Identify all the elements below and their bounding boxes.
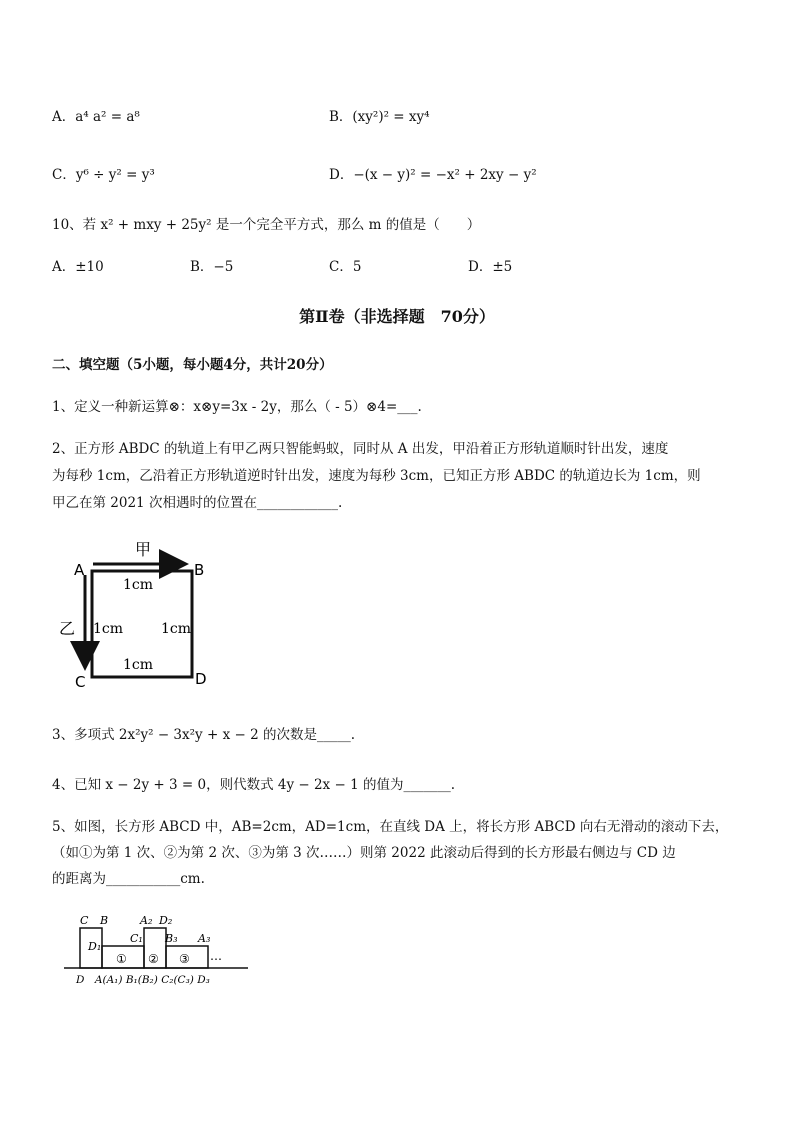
fill-question-4: 4、已知 x − 2y + 3 = 0，则代数式 4y − 2x − 1 的值为_______. — [52, 777, 455, 793]
left-side-label: 1cm — [93, 621, 124, 637]
rolling-rectangle-figure — [60, 908, 252, 988]
q10-stem: 10、若 x² + mxy + 25y² 是一个完全平方式，那么 m 的值是（ ） — [52, 217, 481, 233]
q10-option-a: A．±10 — [52, 259, 104, 275]
vertex-b: B — [194, 561, 205, 579]
q9-option-c: C．y⁶ ÷ y² = y³ — [52, 167, 155, 183]
q9-option-b: B．(xy²)² = xy⁴ — [329, 109, 430, 125]
continuation-dots: … — [210, 949, 222, 963]
q9-option-d: D．−(x − y)² = −x² + 2xy − y² — [329, 167, 537, 183]
top-side-label: 1cm — [123, 577, 154, 593]
label-b: B — [100, 914, 109, 927]
square-track-figure — [55, 533, 225, 693]
label-d2: D₂ — [159, 914, 173, 927]
bottom-labels: D A(A₁) B₁(B₂) C₂(C₃) D₃ — [76, 974, 210, 986]
right-side-label: 1cm — [161, 621, 192, 637]
ant-yi-label: 乙 — [59, 619, 76, 638]
ant-jia-label: 甲 — [135, 540, 152, 559]
label-b3: B₃ — [165, 932, 178, 945]
fill-question-3: 3、多项式 2x²y² − 3x²y + x − 2 的次数是_____. — [52, 727, 355, 743]
vertex-a: A — [74, 561, 85, 579]
vertex-d: D — [195, 670, 207, 688]
roll-1-marker: ① — [116, 952, 127, 966]
fill-question-5-line-1: 5、如图，长方形 ABCD 中，AB=2cm，AD=1cm，在直线 DA 上，将长方形 ABCD 向右无滑动的滚动下去， — [52, 819, 729, 835]
q10-option-c: C．5 — [329, 259, 362, 275]
label-c1: C₁ — [130, 932, 143, 945]
fill-question-2-line-1: 2、正方形 ABDC 的轨道上有甲乙两只智能蚂蚁，同时从 A 出发，甲沿着正方形轨道顺时针出发，速度 — [52, 441, 669, 457]
q10-option-d: D．±5 — [468, 259, 513, 275]
label-d1: D₁ — [88, 940, 102, 953]
fill-question-5-line-3: 的距离为___________cm. — [52, 871, 205, 887]
label-a3: A₃ — [198, 932, 211, 945]
vertex-c: C — [75, 673, 86, 691]
fill-question-2-line-3: 甲乙在第 2021 次相遇时的位置在____________. — [52, 495, 343, 511]
fill-question-1: 1、定义一种新运算⊗：x⊗y=3x - 2y，那么（ - 5）⊗4=___. — [52, 399, 422, 415]
q10-option-b: B．−5 — [190, 259, 234, 275]
label-c: C — [80, 914, 89, 927]
bottom-side-label: 1cm — [123, 657, 154, 673]
fill-question-2-line-2: 为每秒 1cm，乙沿着正方形轨道逆时针出发，速度为每秒 3cm，已知正方形 ABDC 的轨道边长为 1cm，则 — [52, 468, 701, 484]
label-a2: A₂ — [140, 914, 153, 927]
fill-question-5-line-2: （如①为第 1 次、②为第 2 次、③为第 3 次……）则第 2022 此滚动后得到的长方形最右侧边与 CD 边 — [52, 845, 676, 861]
section-title: 第Ⅱ卷（非选择题 70分） — [299, 307, 495, 326]
roll-3-marker: ③ — [179, 952, 190, 966]
roll-2-marker: ② — [148, 952, 159, 966]
q9-option-a: A．a⁴ a² = a⁸ — [52, 109, 140, 125]
part-heading: 二、填空题（5小题，每小题4分，共计20分） — [52, 357, 333, 373]
